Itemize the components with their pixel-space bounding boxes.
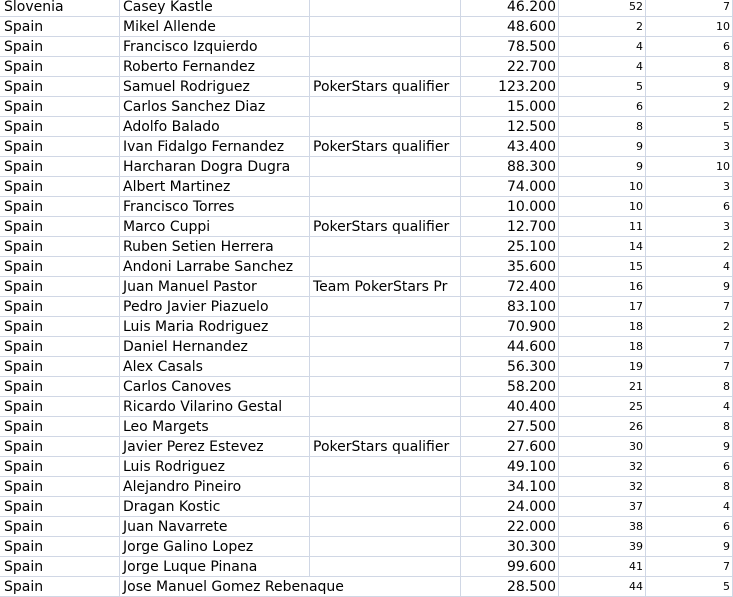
cell-rank[interactable]: 4 [559, 57, 646, 76]
cell-country[interactable]: Spain [0, 337, 120, 356]
cell-amount[interactable]: 83.100 [461, 297, 559, 316]
table-row [0, 397, 733, 417]
cell-amount[interactable]: 58.200 [461, 377, 559, 396]
cell-note[interactable] [310, 457, 461, 476]
cell-amount[interactable]: 12.500 [461, 117, 559, 136]
cell-amount[interactable]: 74.000 [461, 177, 559, 196]
cell-rank[interactable]: 18 [559, 317, 646, 336]
cell-days[interactable]: 9 [646, 437, 733, 456]
cell-rank[interactable]: 30 [559, 437, 646, 456]
table-row [0, 17, 733, 37]
cell-amount[interactable]: 56.300 [461, 357, 559, 376]
cell-amount[interactable]: 48.600 [461, 17, 559, 36]
cell-country[interactable]: Spain [0, 217, 120, 236]
table-row [0, 417, 733, 437]
cell-amount[interactable]: 72.400 [461, 277, 559, 296]
cell-name[interactable]: Jose Manuel Gomez Rebenaque [123, 579, 344, 595]
cell-amount[interactable]: 88.300 [461, 157, 559, 176]
table-row [0, 37, 733, 57]
cell-rank[interactable]: 6 [559, 97, 646, 116]
cell-rank[interactable]: 41 [559, 557, 646, 576]
table-row [0, 517, 733, 537]
cell-days[interactable]: 8 [646, 417, 733, 436]
cell-days[interactable]: 8 [646, 377, 733, 396]
cell-days[interactable]: 8 [646, 477, 733, 496]
cell-name[interactable]: Ivan Fidalgo Fernandez [120, 137, 310, 156]
cell-days[interactable]: 7 [646, 337, 733, 356]
cell-name[interactable]: Alejandro Pineiro [120, 477, 310, 496]
cell-amount[interactable]: 22.000 [461, 517, 559, 536]
cell-country[interactable]: Spain [0, 157, 120, 176]
cell-country[interactable]: Spain [0, 17, 120, 36]
cell-rank[interactable]: 2 [559, 17, 646, 36]
table-row [0, 137, 733, 157]
cell-rank[interactable]: 32 [559, 457, 646, 476]
table-row [0, 177, 733, 197]
table-row [0, 537, 733, 557]
cell-country[interactable]: Spain [0, 317, 120, 336]
cell-rank[interactable]: 26 [559, 417, 646, 436]
cell-note[interactable]: PokerStars qualifier [310, 77, 461, 96]
cell-rank[interactable]: 4 [559, 37, 646, 56]
cell-rank[interactable]: 10 [559, 177, 646, 196]
cell-note[interactable] [310, 337, 461, 356]
cell-rank[interactable]: 15 [559, 257, 646, 276]
table-row [0, 477, 733, 497]
cell-note[interactable] [310, 117, 461, 136]
cell-name[interactable]: Carlos Sanchez Diaz [120, 97, 310, 116]
cell-rank[interactable]: 52 [559, 0, 646, 16]
cell-name[interactable]: Alex Casals [120, 357, 310, 376]
cell-name[interactable]: Javier Perez Estevez [120, 437, 310, 456]
table-row [0, 0, 733, 17]
cell-amount[interactable]: 34.100 [461, 477, 559, 496]
cell-country[interactable]: Spain [0, 77, 120, 96]
table-row [0, 337, 733, 357]
cell-amount[interactable]: 43.400 [461, 137, 559, 156]
cell-days[interactable]: 6 [646, 517, 733, 536]
cell-rank[interactable]: 38 [559, 517, 646, 536]
cell-amount[interactable]: 46.200 [461, 0, 559, 16]
cell-name[interactable]: Roberto Fernandez [120, 57, 310, 76]
cell-amount[interactable]: 10.000 [461, 197, 559, 216]
cell-country[interactable]: Spain [0, 57, 120, 76]
cell-rank[interactable]: 17 [559, 297, 646, 316]
cell-rank[interactable]: 44 [559, 577, 646, 596]
cell-days[interactable]: 3 [646, 137, 733, 156]
table-row [0, 457, 733, 477]
cell-days[interactable]: 5 [646, 117, 733, 136]
cell-note[interactable] [310, 257, 461, 276]
cell-name[interactable]: Pedro Javier Piazuelo [120, 297, 310, 316]
cell-note[interactable] [310, 57, 461, 76]
cell-name[interactable]: Daniel Hernandez [120, 337, 310, 356]
cell-amount[interactable]: 24.000 [461, 497, 559, 516]
cell-days[interactable]: 3 [646, 217, 733, 236]
cell-country[interactable]: Spain [0, 117, 120, 136]
cell-name[interactable]: Andoni Larrabe Sanchez [120, 257, 310, 276]
cell-note[interactable] [310, 477, 461, 496]
cell-name[interactable]: Ricardo Vilarino Gestal [120, 397, 310, 416]
cell-country[interactable]: Spain [0, 437, 120, 456]
cell-note[interactable]: PokerStars qualifier [310, 437, 461, 456]
table-row [0, 97, 733, 117]
cell-country[interactable]: Spain [0, 37, 120, 56]
cell-note[interactable] [310, 177, 461, 196]
table-row [0, 577, 733, 597]
cell-amount[interactable]: 22.700 [461, 57, 559, 76]
cell-note[interactable] [310, 397, 461, 416]
cell-note[interactable] [310, 157, 461, 176]
table-row [0, 317, 733, 337]
cell-note[interactable] [310, 557, 461, 576]
cell-country[interactable]: Spain [0, 457, 120, 476]
cell-days[interactable]: 7 [646, 297, 733, 316]
cell-days[interactable]: 6 [646, 457, 733, 476]
cell-amount[interactable]: 35.600 [461, 257, 559, 276]
cell-name[interactable]: Casey Kastle [120, 0, 310, 16]
cell-country[interactable]: Spain [0, 237, 120, 256]
cell-days[interactable]: 3 [646, 177, 733, 196]
cell-amount[interactable]: 27.600 [461, 437, 559, 456]
cell-country[interactable]: Slovenia [0, 0, 120, 16]
cell-name[interactable]: Mikel Allende [120, 17, 310, 36]
cell-note[interactable] [310, 97, 461, 116]
cell-rank[interactable]: 10 [559, 197, 646, 216]
cell-days[interactable]: 5 [646, 577, 733, 596]
cell-days[interactable]: 9 [646, 537, 733, 556]
cell-name[interactable]: Harcharan Dogra Dugra [120, 157, 310, 176]
cell-days[interactable]: 10 [646, 17, 733, 36]
cell-rank[interactable]: 21 [559, 377, 646, 396]
cell-name[interactable]: Francisco Izquierdo [120, 37, 310, 56]
cell-name[interactable]: Leo Margets [120, 417, 310, 436]
cell-note[interactable] [310, 497, 461, 516]
cell-rank[interactable]: 8 [559, 117, 646, 136]
cell-days[interactable]: 7 [646, 357, 733, 376]
cell-country[interactable]: Spain [0, 517, 120, 536]
table-row [0, 157, 733, 177]
cell-name[interactable]: Juan Navarrete [120, 517, 310, 536]
cell-amount[interactable]: 27.500 [461, 417, 559, 436]
cell-name[interactable]: Carlos Canoves [120, 377, 310, 396]
table-row [0, 117, 733, 137]
cell-days[interactable]: 7 [646, 0, 733, 16]
cell-note[interactable] [310, 17, 461, 36]
cell-country[interactable]: Spain [0, 357, 120, 376]
table-row [0, 57, 733, 77]
cell-note[interactable] [310, 297, 461, 316]
cell-name[interactable]: Luis Maria Rodriguez [120, 317, 310, 336]
cell-days[interactable]: 2 [646, 97, 733, 116]
cell-amount[interactable]: 44.600 [461, 337, 559, 356]
cell-days[interactable]: 10 [646, 157, 733, 176]
cell-days[interactable]: 9 [646, 77, 733, 96]
cell-note[interactable] [310, 37, 461, 56]
cell-days[interactable]: 4 [646, 257, 733, 276]
cell-rank[interactable]: 25 [559, 397, 646, 416]
cell-amount[interactable]: 30.300 [461, 537, 559, 556]
cell-name[interactable]: Juan Manuel Pastor [120, 277, 310, 296]
cell-amount[interactable]: 123.200 [461, 77, 559, 96]
cell-note[interactable] [310, 377, 461, 396]
cell-country[interactable]: Spain [0, 277, 120, 296]
cell-amount[interactable]: 28.500 [461, 577, 559, 596]
cell-days[interactable]: 7 [646, 557, 733, 576]
cell-country[interactable]: Spain [0, 137, 120, 156]
table-row [0, 257, 733, 277]
cell-amount[interactable]: 12.700 [461, 217, 559, 236]
cell-note[interactable]: PokerStars qualifier [310, 217, 461, 236]
cell-note[interactable] [310, 197, 461, 216]
cell-country[interactable]: Spain [0, 417, 120, 436]
cell-rank[interactable]: 19 [559, 357, 646, 376]
cell-country[interactable]: Spain [0, 257, 120, 276]
cell-note[interactable] [310, 357, 461, 376]
cell-note[interactable] [310, 317, 461, 336]
cell-rank[interactable]: 5 [559, 77, 646, 96]
cell-note[interactable]: PokerStars qualifier [310, 137, 461, 156]
cell-amount[interactable]: 99.600 [461, 557, 559, 576]
cell-rank[interactable]: 32 [559, 477, 646, 496]
table-row [0, 237, 733, 257]
cell-name[interactable]: Dragan Kostic [120, 497, 310, 516]
cell-days[interactable]: 8 [646, 57, 733, 76]
cell-rank[interactable]: 14 [559, 237, 646, 256]
cell-country[interactable]: Spain [0, 197, 120, 216]
cell-rank[interactable]: 37 [559, 497, 646, 516]
cell-name[interactable]: Jorge Galino Lopez [120, 537, 310, 556]
cell-name[interactable]: Ruben Setien Herrera [120, 237, 310, 256]
cell-days[interactable]: 4 [646, 397, 733, 416]
cell-amount[interactable]: 78.500 [461, 37, 559, 56]
cell-note[interactable] [310, 0, 461, 16]
table-row [0, 557, 733, 577]
cell-note[interactable]: Team PokerStars Pr [310, 277, 461, 296]
cell-note[interactable] [310, 517, 461, 536]
cell-country[interactable]: Spain [0, 377, 120, 396]
cell-amount[interactable]: 40.400 [461, 397, 559, 416]
cell-rank[interactable]: 9 [559, 157, 646, 176]
table-row [0, 297, 733, 317]
cell-name[interactable]: Marco Cuppi [120, 217, 310, 236]
table-row [0, 197, 733, 217]
cell-amount[interactable]: 15.000 [461, 97, 559, 116]
cell-days[interactable]: 6 [646, 37, 733, 56]
cell-country[interactable]: Spain [0, 537, 120, 556]
cell-name[interactable]: Jorge Luque Pinana [120, 557, 310, 576]
cell-note[interactable] [310, 237, 461, 256]
table-row [0, 277, 733, 297]
table-row [0, 497, 733, 517]
cell-country[interactable]: Spain [0, 97, 120, 116]
cell-rank[interactable]: 11 [559, 217, 646, 236]
cell-country[interactable]: Spain [0, 577, 120, 596]
cell-country[interactable]: Spain [0, 557, 120, 576]
cell-name[interactable]: Luis Rodriguez [120, 457, 310, 476]
cell-country[interactable]: Spain [0, 397, 120, 416]
cell-note[interactable] [310, 417, 461, 436]
cell-name[interactable]: Francisco Torres [120, 197, 310, 216]
cell-days[interactable]: 2 [646, 317, 733, 336]
cell-rank[interactable]: 16 [559, 277, 646, 296]
cell-days[interactable]: 2 [646, 237, 733, 256]
cell-name[interactable]: Samuel Rodriguez [120, 77, 310, 96]
cell-amount[interactable]: 25.100 [461, 237, 559, 256]
cell-country[interactable]: Spain [0, 177, 120, 196]
cell-days[interactable]: 4 [646, 497, 733, 516]
cell-rank[interactable]: 39 [559, 537, 646, 556]
cell-country[interactable]: Spain [0, 497, 120, 516]
cell-days[interactable]: 6 [646, 197, 733, 216]
table-row [0, 77, 733, 97]
table-row [0, 437, 733, 457]
cell-days[interactable]: 9 [646, 277, 733, 296]
cell-amount[interactable]: 49.100 [461, 457, 559, 476]
table-row [0, 357, 733, 377]
cell-country[interactable]: Spain [0, 297, 120, 316]
table-row [0, 217, 733, 237]
cell-rank[interactable]: 9 [559, 137, 646, 156]
cell-amount[interactable]: 70.900 [461, 317, 559, 336]
cell-name[interactable]: Albert Martinez [120, 177, 310, 196]
cell-name[interactable]: Adolfo Balado [120, 117, 310, 136]
cell-rank[interactable]: 18 [559, 337, 646, 356]
table-row [0, 377, 733, 397]
cell-note[interactable] [310, 537, 461, 556]
cell-country[interactable]: Spain [0, 477, 120, 496]
